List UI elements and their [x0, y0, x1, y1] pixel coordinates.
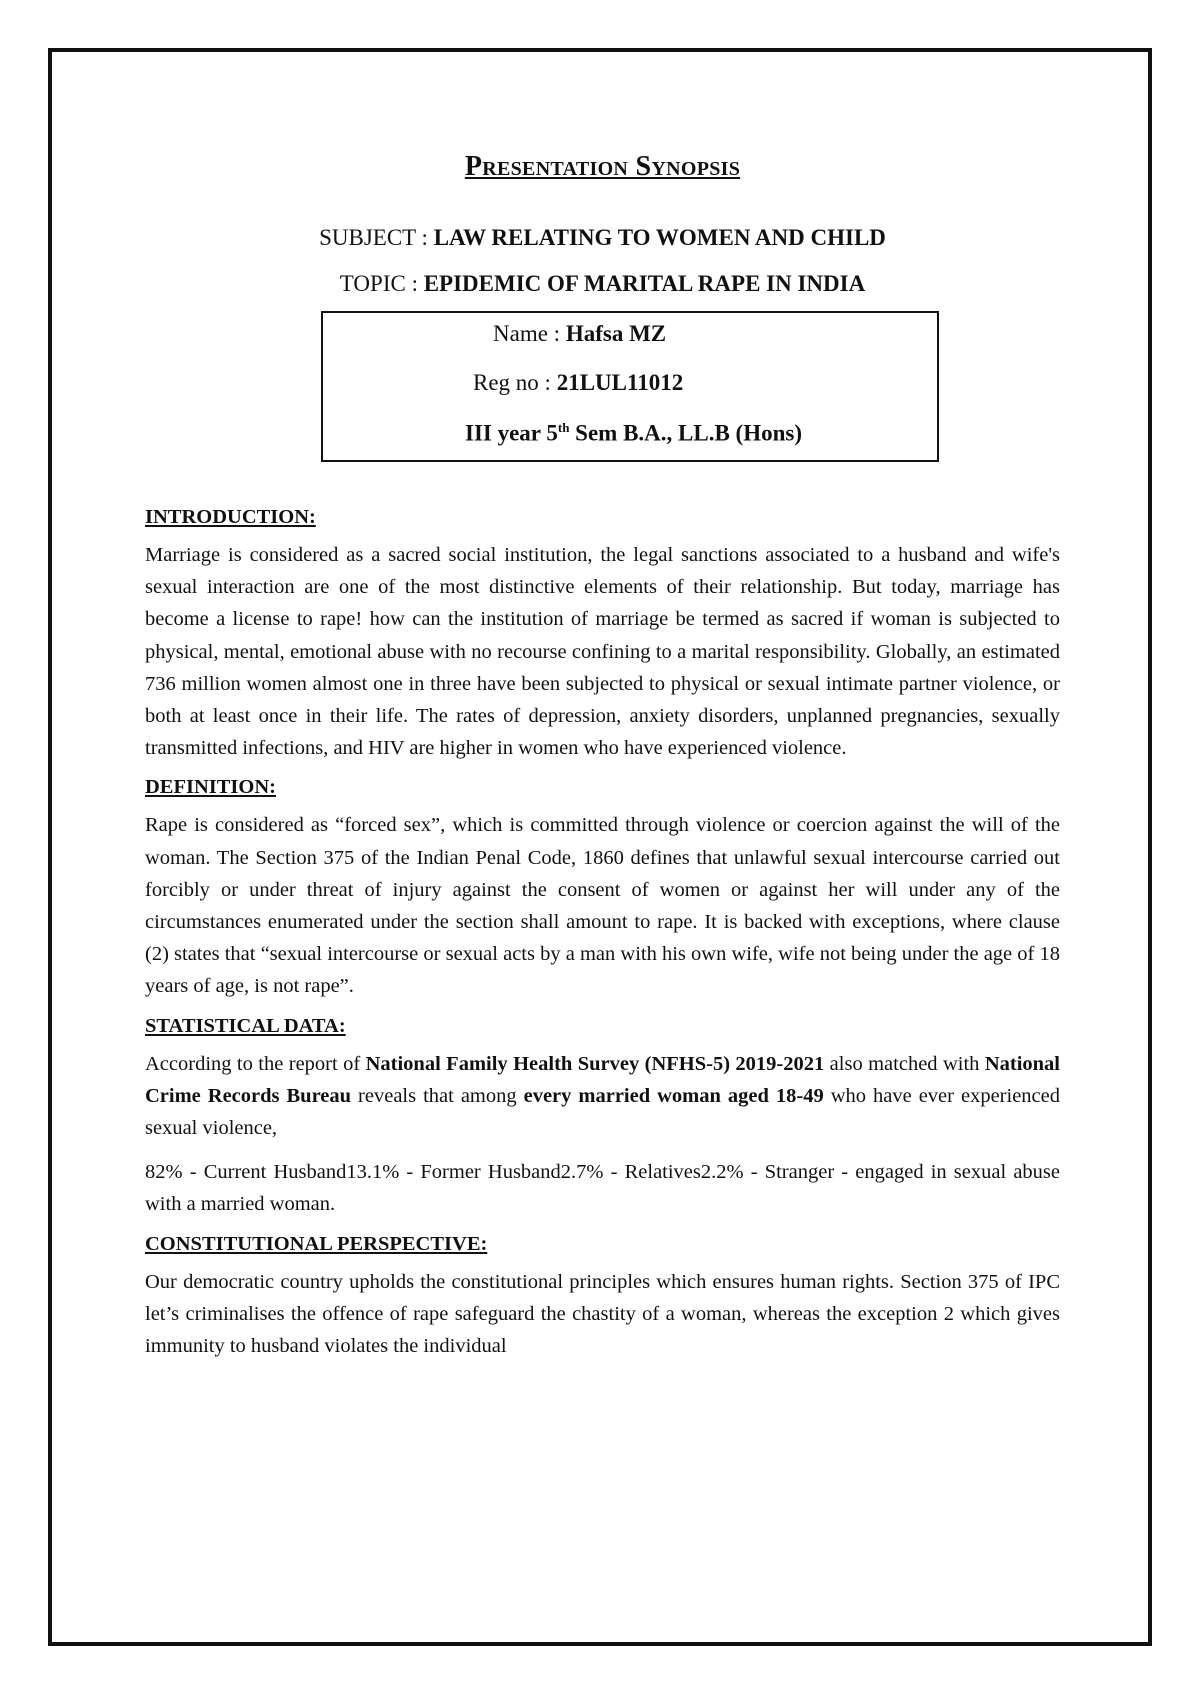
stat-text-2: also matched with: [824, 1052, 985, 1075]
definition-paragraph: Rape is considered as “forced sex”, which is committed through violence or coercion against the will of the woman. The Section 375 of the Indian Penal Code, 1860 defines that unlawful sexual intercourse carried out forcibly or under threat of injury against the consent of women or against her will under any of the circumstances enumerated under the section shall amount to rape. It is backed with exceptions, where clause (2) states that “sexual intercourse or sexual acts by a man with his own wife, wife not being under the age of 18 years of age, is not rape”.: [145, 814, 1060, 998]
student-name-row: [493, 321, 666, 347]
stat-bureau-name: National Crime Records Bureau: [145, 1052, 1060, 1107]
name-value: Hafsa MZ: [565, 321, 667, 346]
introduction-heading: INTRODUCTION:: [145, 506, 316, 528]
student-info-box: [321, 311, 939, 462]
stat-text-4: who have ever experienced sexual violence,: [145, 1084, 1060, 1140]
reg-label: Reg no :: [473, 370, 557, 395]
topic-value: EPIDEMIC OF MARITAL RAPE IN INDIA: [423, 271, 866, 296]
stat-text-1: According to the report of: [145, 1052, 366, 1075]
subject-label: SUBJECT :: [319, 225, 434, 250]
name-label: Name :: [493, 321, 566, 346]
definition-heading: DEFINITION:: [145, 776, 276, 799]
constitutional-paragraph: Our democratic country upholds the constitutional principles which ensures human rights. Section 375 of IPC let’s criminalises the offence of rape safeguard the chastity of a woman, whereas the exception 2 which gives immunity to husband violates the individual: [145, 1270, 1060, 1358]
constitutional-heading: CONSTITUTIONAL PERSPECTIVE:: [145, 1232, 488, 1255]
year-prefix: III year 5: [465, 420, 558, 446]
student-year-row: [465, 420, 802, 447]
statistical-paragraph: [145, 1048, 1060, 1145]
year-suffix: Sem B.A., LL.B (Hons): [569, 420, 803, 446]
stat-population: every married woman aged 18-49: [523, 1084, 824, 1107]
subject-value: LAW RELATING TO WOMEN AND CHILD: [433, 225, 886, 250]
student-reg-row: [473, 370, 683, 396]
statistical-figures-paragraph: 82% - Current Husband13.1% - Former Husband2.7% - Relatives2.2% - Stranger - engaged in sexual abuse with a married woman.: [145, 1161, 1060, 1216]
topic-line: [145, 271, 1060, 297]
year-superscript: th: [557, 420, 570, 435]
document-title: Presentation Synopsis: [464, 151, 741, 182]
reg-value: 21LUL11012: [556, 370, 684, 395]
topic-label: TOPIC :: [339, 271, 424, 296]
statistical-heading: STATISTICAL DATA:: [145, 1014, 346, 1037]
stat-text-3: reveals that among: [351, 1084, 524, 1107]
stat-survey-name: National Family Health Survey (NFHS-5) 2019-2021: [365, 1052, 825, 1075]
subject-line: [145, 225, 1060, 251]
document-body: [145, 145, 1060, 1374]
introduction-paragraph: Marriage is considered as a sacred social institution, the legal sanctions associated to a husband and wife's sexual interaction are one of the most distinctive elements of their relationship. But today, marriage has become a license to rape! how can the institution of marriage be termed as sacred if woman is subjected to physical, mental, emotional abuse with no recourse confining to a marital responsibility. Globally, an estimated 736 million women almost one in three have been subjected to physical or sexual intimate partner violence, or both at least once in their life. The rates of depression, anxiety disorders, unplanned pregnancies, sexually transmitted infections, and HIV are higher in women who have experienced violence.: [145, 544, 1060, 760]
